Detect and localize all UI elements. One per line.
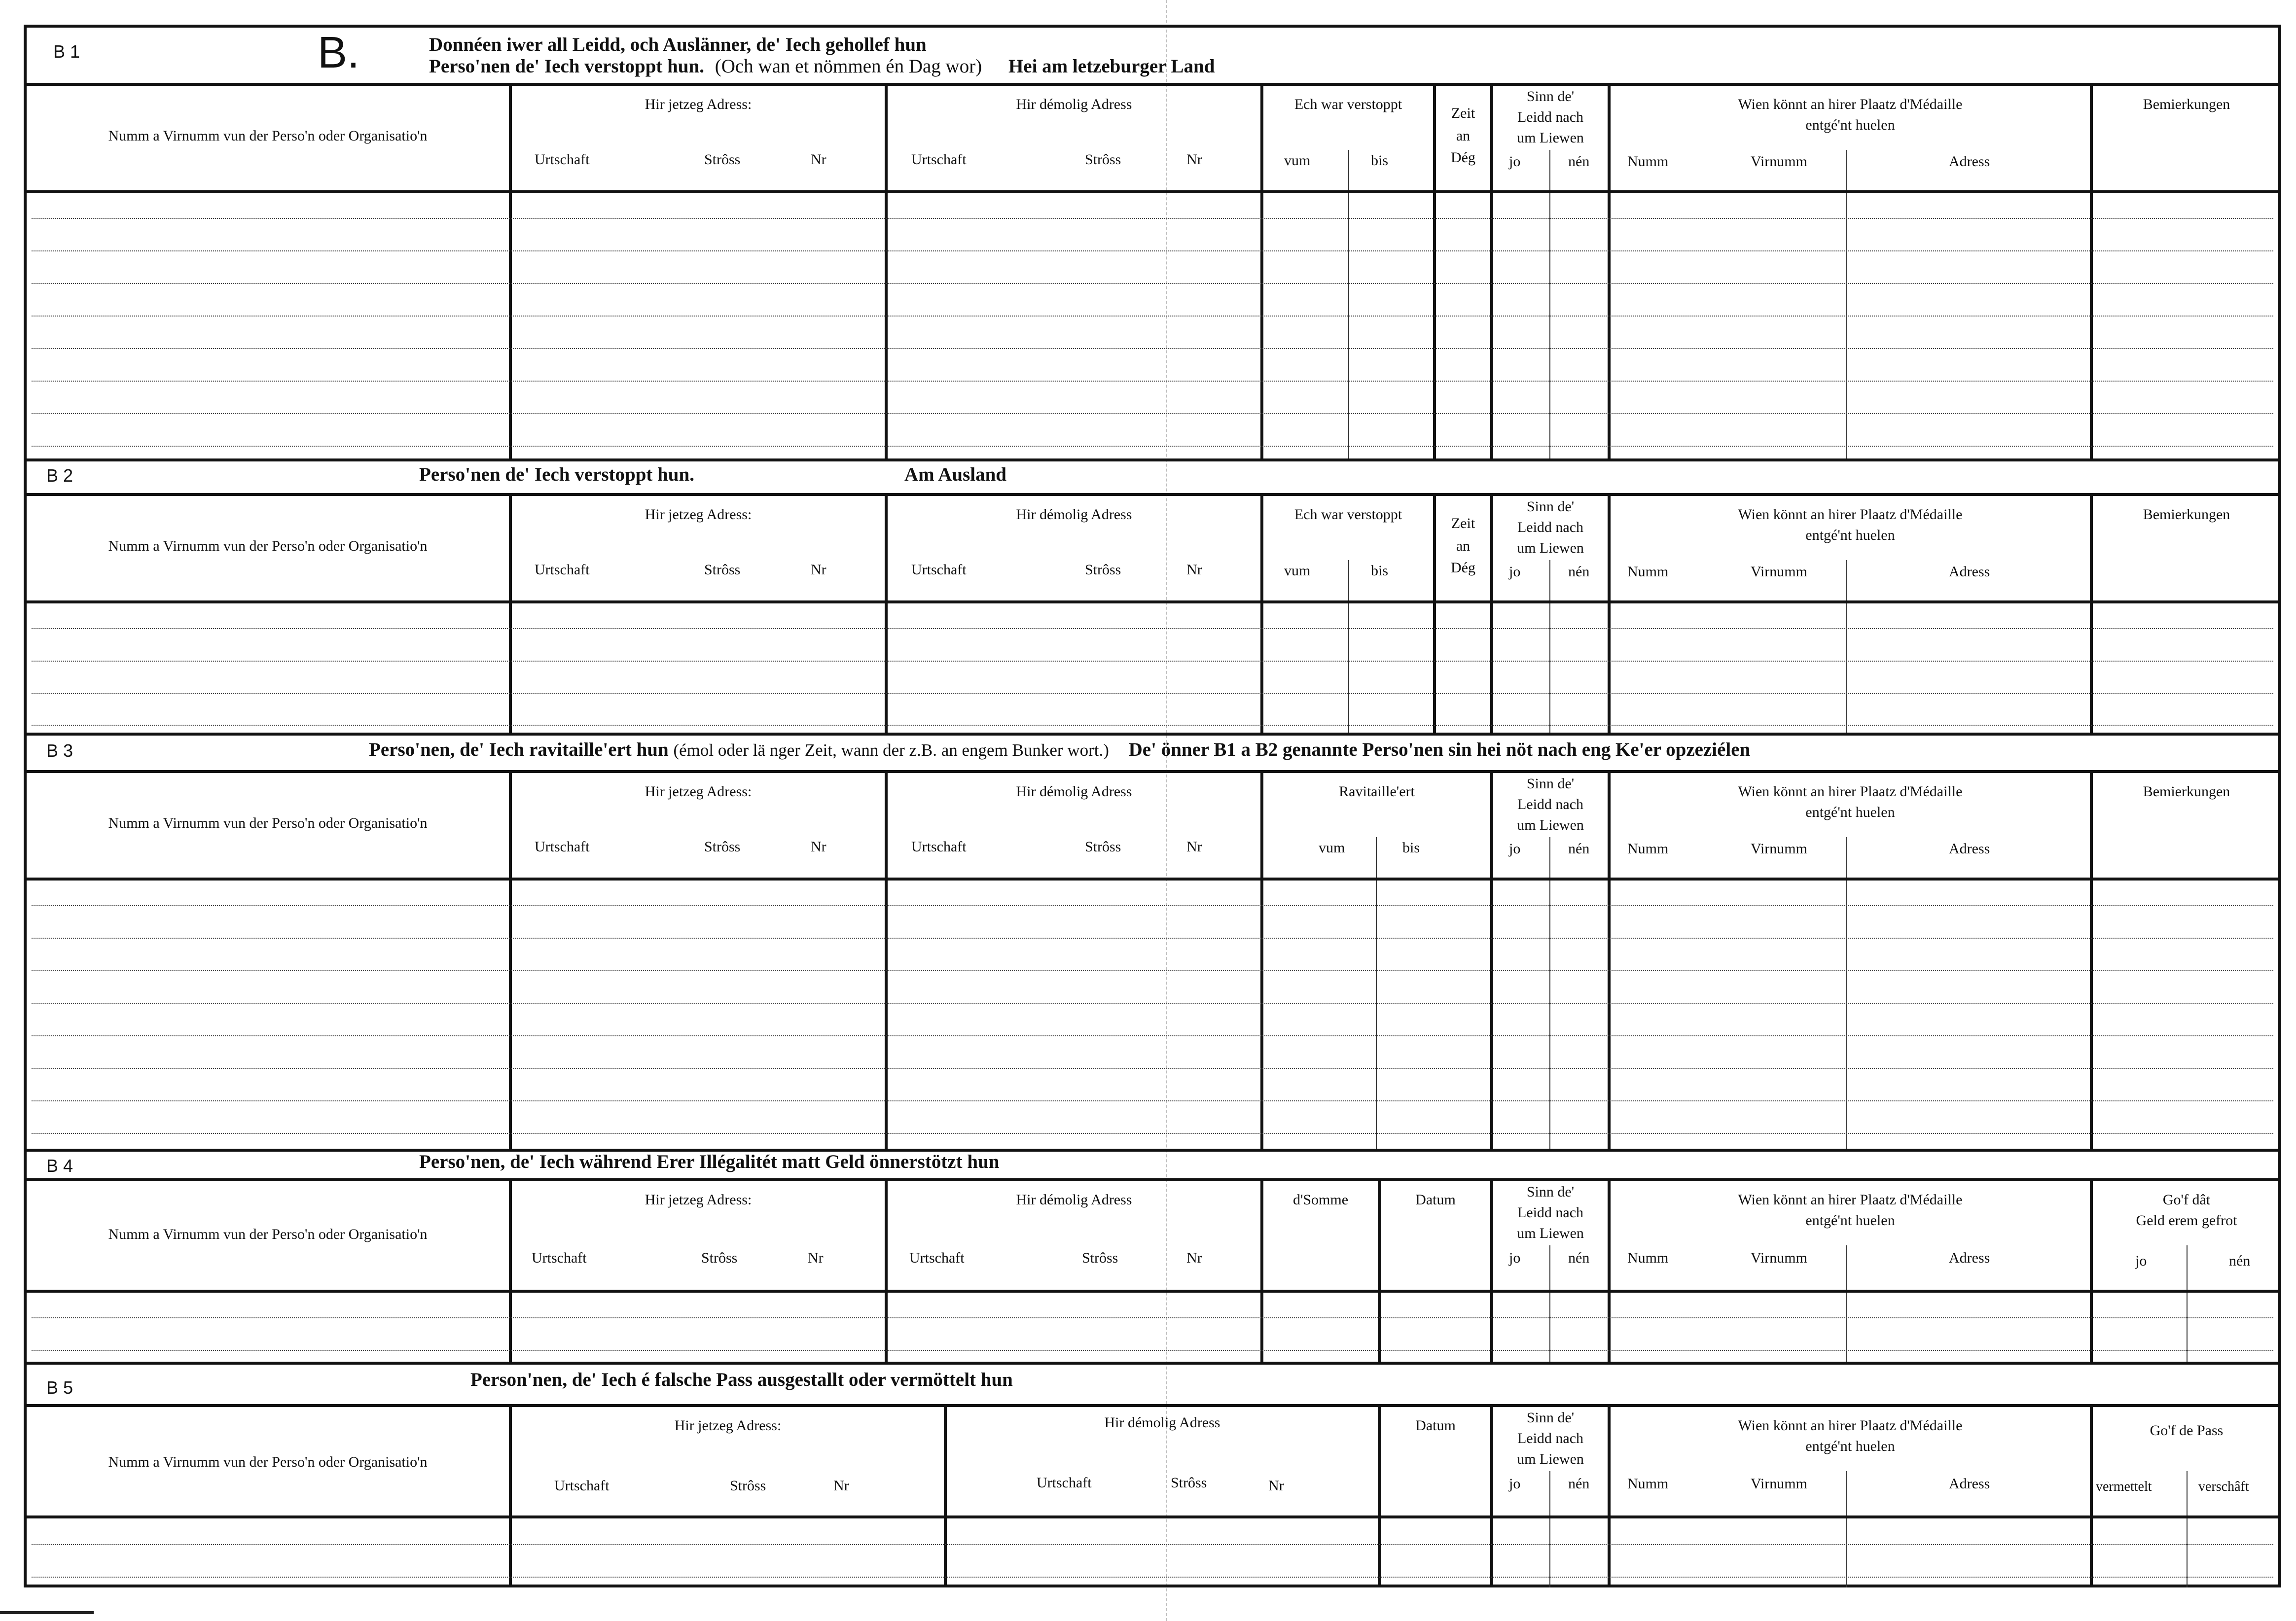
b5-col-old-address: Hir démolig Adress xyxy=(1104,1414,1220,1431)
b5-col-street: Strôss xyxy=(730,1478,766,1494)
b2-col-medal1: Wien könnt an hirer Plaatz d'Médaille xyxy=(1738,506,1963,523)
b2-title: Perso'nen de' Iech verstoppt hun. xyxy=(419,464,694,485)
b5-col-pass: Go'f de Pass xyxy=(2150,1422,2224,1439)
b1-col-m-addr: Adress xyxy=(1949,153,1990,170)
b5-col-no: nén xyxy=(1568,1476,1590,1492)
b2-col-nr: Nr xyxy=(811,562,826,578)
b1-col-dead1: Sinn de' xyxy=(1526,88,1575,105)
b3-body xyxy=(27,881,2278,1149)
b3-col-remarks: Bemierkungen xyxy=(2143,783,2230,800)
b3-col-yes: jo xyxy=(1509,841,1521,857)
b5-col-dead2: Leidd nach xyxy=(1517,1430,1584,1446)
b2-col-dead2: Leidd nach xyxy=(1517,519,1584,535)
b2-col-m-name: Numm xyxy=(1627,564,1669,580)
b2-col-m-first: Virnumm xyxy=(1751,564,1807,580)
b1-body xyxy=(27,193,2278,458)
section-b2-label: B 2 xyxy=(46,465,73,486)
b2-col-no: nén xyxy=(1568,564,1590,580)
b5-header xyxy=(27,1407,2278,1515)
b4-col-m-addr: Adress xyxy=(1949,1250,1990,1266)
section-b-letter: B. xyxy=(318,28,360,77)
b3-header xyxy=(27,773,2278,878)
b3-col-nr: Nr xyxy=(811,839,826,855)
b2-col-dead1: Sinn de' xyxy=(1526,498,1575,515)
b5-body xyxy=(27,1518,2278,1587)
b1-col-medal1: Wien könnt an hirer Plaatz d'Médaille xyxy=(1738,96,1963,112)
b2-col-from: vum xyxy=(1284,563,1311,579)
b5-col-pass-given: verschâft xyxy=(2198,1479,2249,1494)
b4-col-dead1: Sinn de' xyxy=(1526,1184,1575,1200)
b4-col-medal1: Wien könnt an hirer Plaatz d'Médaille xyxy=(1738,1192,1963,1208)
b5-col-current-address: Hir jetzeg Adress: xyxy=(674,1417,782,1434)
b4-header xyxy=(27,1181,2278,1290)
b3-title-normal: (émol oder lä nger Zeit, wann der z.B. an engem Bunker wort.) xyxy=(673,740,1109,760)
b4-col-current-address: Hir jetzeg Adress: xyxy=(645,1192,752,1208)
b4-col-old-street: Strôss xyxy=(1082,1250,1118,1266)
b5-col-town: Urtschaft xyxy=(554,1478,610,1494)
b1-title-line2 xyxy=(429,55,1215,77)
b4-col-old-nr: Nr xyxy=(1186,1250,1202,1266)
b4-col-dead3: um Liewen xyxy=(1517,1225,1584,1241)
b3-col-old-nr: Nr xyxy=(1186,839,1202,855)
b1-col-old-street: Strôss xyxy=(1085,151,1121,168)
b1-col-m-name: Numm xyxy=(1627,153,1669,170)
b4-body xyxy=(27,1293,2278,1362)
b2-col-old-town: Urtschaft xyxy=(911,562,967,578)
b5-col-old-town: Urtschaft xyxy=(1037,1475,1092,1491)
b3-title-bold2: De' önner B1 a B2 genannte Perso'nen sin hei nöt nach eng Ke'er opzeziélen xyxy=(1128,739,1751,760)
b1-header xyxy=(27,86,2278,190)
b1-col-old-address: Hir démolig Adress xyxy=(1016,96,1132,112)
b1-title-part-c: Hei am letzeburger Land xyxy=(1008,56,1215,77)
b2-col-town: Urtschaft xyxy=(535,562,590,578)
b2-col-hidden: Ech war verstoppt xyxy=(1294,506,1402,523)
b4-col-money1: Go'f dât xyxy=(2162,1192,2211,1208)
b4-col-no: nén xyxy=(1568,1250,1590,1266)
section-b4-label: B 4 xyxy=(46,1156,73,1176)
b2-col-to: bis xyxy=(1371,563,1389,579)
b5-col-old-street: Strôss xyxy=(1171,1475,1207,1491)
b1-title-part-a: Perso'nen de' Iech verstoppt hun. xyxy=(429,56,704,77)
b2-col-street: Strôss xyxy=(704,562,741,578)
b4-col-yes: jo xyxy=(1509,1250,1521,1266)
b3-col-m-addr: Adress xyxy=(1949,841,1990,857)
b2-col-old-street: Strôss xyxy=(1085,562,1121,578)
b1-col-no: nén xyxy=(1568,153,1590,170)
b3-title-bold: Perso'nen, de' Iech ravitaille'ert hun xyxy=(369,739,669,760)
b1-col-m-first: Virnumm xyxy=(1751,153,1807,170)
b1-col-old-nr: Nr xyxy=(1186,151,1202,168)
b4-col-old-town: Urtschaft xyxy=(909,1250,965,1266)
b1-col-nr: Nr xyxy=(811,151,826,168)
questionnaire-form xyxy=(24,25,2281,1587)
bottom-edge-mark xyxy=(0,1611,94,1614)
b1-title-part-b: (Och wan et nömmen én Dag wor) xyxy=(715,56,982,77)
b1-col-name: Numm a Virnumm vun der Perso'n oder Organisatio'n xyxy=(108,128,428,144)
b3-col-dead3: um Liewen xyxy=(1517,817,1584,833)
b2-col-medal2: entgé'nt huelen xyxy=(1805,527,1895,543)
b1-col-to: bis xyxy=(1371,152,1389,169)
section-b5-label: B 5 xyxy=(46,1377,73,1398)
b2-col-name: Numm a Virnumm vun der Perso'n oder Organisatio'n xyxy=(108,538,428,554)
b4-col-money-yes: jo xyxy=(2135,1253,2147,1269)
b5-col-old-nr: Nr xyxy=(1268,1478,1284,1494)
b1-col-current-address: Hir jetzeg Adress: xyxy=(645,96,752,112)
b5-col-medal2: entgé'nt huelen xyxy=(1805,1438,1895,1454)
b4-col-dead2: Leidd nach xyxy=(1517,1204,1584,1221)
b5-col-dead1: Sinn de' xyxy=(1526,1410,1575,1426)
b3-col-supplied: Ravitaille'ert xyxy=(1339,783,1415,800)
b1-col-from: vum xyxy=(1284,152,1311,169)
b2-title-right: Am Ausland xyxy=(904,464,1006,485)
b2-col-dead3: um Liewen xyxy=(1517,540,1584,556)
b3-col-from: vum xyxy=(1319,840,1345,856)
b2-col-old-nr: Nr xyxy=(1186,562,1202,578)
b3-col-town: Urtschaft xyxy=(535,839,590,855)
b4-col-old-address: Hir démolig Adress xyxy=(1016,1192,1132,1208)
b3-col-medal1: Wien könnt an hirer Plaatz d'Médaille xyxy=(1738,783,1963,800)
b2-col-time2: an xyxy=(1456,538,1471,554)
section-b1-label: B 1 xyxy=(53,41,80,62)
b1-col-time2: an xyxy=(1456,128,1471,144)
b4-col-money2: Geld erem gefrot xyxy=(2136,1212,2237,1229)
b5-col-m-addr: Adress xyxy=(1949,1476,1990,1492)
b1-col-dead3: um Liewen xyxy=(1517,130,1584,146)
b4-col-town: Urtschaft xyxy=(532,1250,587,1266)
b1-col-time: Zeit xyxy=(1451,105,1475,121)
b5-col-m-first: Virnumm xyxy=(1751,1476,1807,1492)
b3-col-m-first: Virnumm xyxy=(1751,841,1807,857)
b3-col-old-street: Strôss xyxy=(1085,839,1121,855)
b5-col-pass-made: vermettelt xyxy=(2096,1479,2152,1494)
b5-col-yes: jo xyxy=(1509,1476,1521,1492)
b3-col-current-address: Hir jetzeg Adress: xyxy=(645,783,752,800)
b4-col-m-first: Virnumm xyxy=(1751,1250,1807,1266)
b5-col-date: Datum xyxy=(1415,1417,1456,1434)
b5-col-name: Numm a Virnumm vun der Perso'n oder Organisatio'n xyxy=(108,1454,428,1470)
b1-col-medal2: entgé'nt huelen xyxy=(1805,117,1895,133)
b3-title xyxy=(369,739,1750,761)
b3-col-to: bis xyxy=(1402,840,1420,856)
b1-col-town: Urtschaft xyxy=(535,151,590,168)
b4-col-street: Strôss xyxy=(701,1250,738,1266)
b3-col-street: Strôss xyxy=(704,839,741,855)
b1-col-yes: jo xyxy=(1509,153,1521,170)
b4-col-money-no: nén xyxy=(2229,1253,2251,1269)
b4-col-nr: Nr xyxy=(808,1250,824,1266)
b4-col-sum: d'Somme xyxy=(1292,1192,1349,1208)
b3-col-name: Numm a Virnumm vun der Perso'n oder Organisatio'n xyxy=(108,815,428,831)
b1-col-dead2: Leidd nach xyxy=(1517,109,1584,125)
b5-title: Person'nen, de' Iech é falsche Pass ausgestallt oder vermöttelt hun xyxy=(470,1369,1013,1390)
b3-col-dead2: Leidd nach xyxy=(1517,796,1584,812)
b3-col-no: nén xyxy=(1568,841,1590,857)
b4-col-m-name: Numm xyxy=(1627,1250,1669,1266)
b1-col-street: Strôss xyxy=(704,151,741,168)
b4-title: Perso'nen, de' Iech während Erer Illégalitét matt Geld önnerstötzt hun xyxy=(419,1151,1000,1172)
b5-col-nr: Nr xyxy=(833,1478,849,1494)
b2-header xyxy=(27,496,2278,600)
b2-col-m-addr: Adress xyxy=(1949,564,1990,580)
b3-col-medal2: entgé'nt huelen xyxy=(1805,804,1895,820)
b4-col-medal2: entgé'nt huelen xyxy=(1805,1212,1895,1229)
b1-col-old-town: Urtschaft xyxy=(911,151,967,168)
b3-col-old-address: Hir démolig Adress xyxy=(1016,783,1132,800)
b3-col-dead1: Sinn de' xyxy=(1526,775,1575,792)
b5-col-medal1: Wien könnt an hirer Plaatz d'Médaille xyxy=(1738,1417,1963,1434)
b4-col-date: Datum xyxy=(1415,1192,1456,1208)
b3-col-old-town: Urtschaft xyxy=(911,839,967,855)
b1-title-line1: Donnéen iwer all Leidd, och Auslänner, de' Iech gehollef hun xyxy=(429,34,927,55)
b2-body xyxy=(27,603,2278,733)
b5-col-dead3: um Liewen xyxy=(1517,1451,1584,1467)
b2-col-current-address: Hir jetzeg Adress: xyxy=(645,506,752,523)
b5-col-m-name: Numm xyxy=(1627,1476,1669,1492)
b1-col-remarks: Bemierkungen xyxy=(2143,96,2230,112)
section-b3-label: B 3 xyxy=(46,740,73,761)
b4-col-name: Numm a Virnumm vun der Perso'n oder Organisatio'n xyxy=(108,1226,428,1242)
b2-col-yes: jo xyxy=(1509,564,1521,580)
b3-col-m-name: Numm xyxy=(1627,841,1669,857)
b1-col-hidden: Ech war verstoppt xyxy=(1294,96,1402,112)
b2-col-remarks: Bemierkungen xyxy=(2143,506,2230,523)
b2-col-time: Zeit xyxy=(1451,515,1475,531)
b1-col-time3: Dég xyxy=(1451,149,1475,166)
b2-col-old-address: Hir démolig Adress xyxy=(1016,506,1132,523)
b2-col-time3: Dég xyxy=(1451,560,1475,576)
